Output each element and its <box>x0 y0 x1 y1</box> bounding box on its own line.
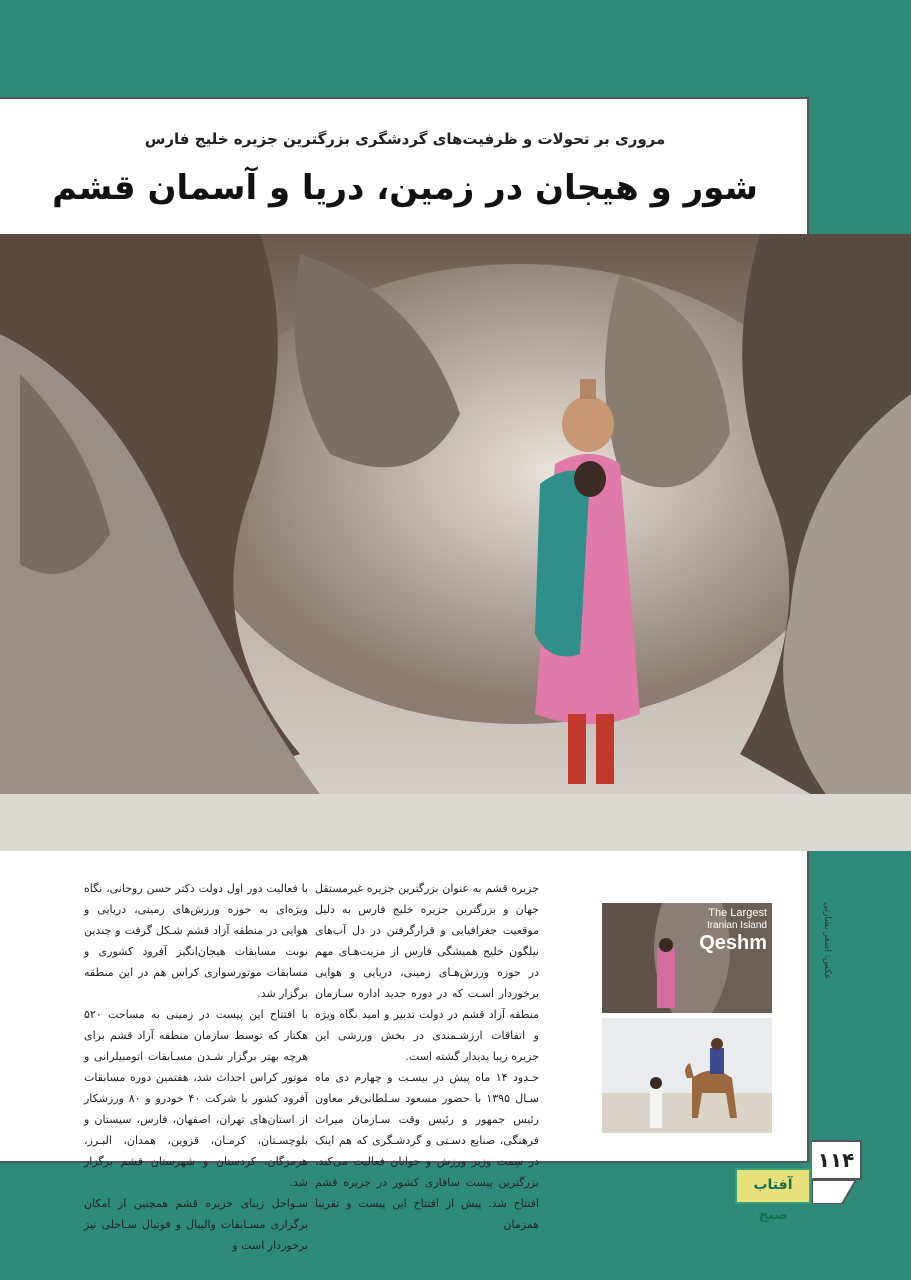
paragraph: حـدود ۱۴ ماه پیش در بیسـت و چهارم دی ماه سـال ۱۳۹۵ با حضور مسعود سـلطانی‌فر معاون رئیس جمهور و رئیس وقت سـازمان میراث فرهنگی، صنایع دسـتی و گردشـگری که هم اینک در سِمت وزیر ورزش و جوانان فعالیت می‌کند، بزرگترین پیست سافاری کشور در جزیره قشم افتتاح شد. پیش از افتتاح این پیست و تقریبا همزمان <box>315 1071 539 1231</box>
paragraph: سـواحل زیبای جزیره قشم همچنین از امکان برگزاری مسـابقات والیبال و فوتبال سـاحلی نیز برخوردار است و <box>84 1197 308 1252</box>
paragraph: با افتتاح این پیست در زمینی به مساحت ۵۲۰ هکتار که توسط سازمان منطقه آزاد قشم برای هرچه بهتر برگزار شـدن مسـابقات اتومبیلرانی و موتور کراس احداث شد، هفتمین دوره مسابقات آفرود کشور با شرکت ۴۰ خودرو و ۸۰ ورزشکار از استان‌های تهران، اصفهان، فارس، سیستان و بلوچسـتان، کرمـان، قزوین، همدان، البـرز، هرمزگان، کردستان و شهرستان قشم برگزار شد. <box>84 1008 308 1189</box>
article-column-right <box>315 878 539 1235</box>
page-number: ۱۱۴ <box>812 1140 862 1180</box>
article-title: شور و هیجان در زمین، دریا و آسمان قشم <box>52 168 758 208</box>
article-subtitle: مروری بر تحولات و ظرفیت‌های گردشگری بزرگترین جزیره خلیج فارس <box>144 130 666 148</box>
thumbnail-camel-beach <box>602 1018 772 1133</box>
page-corner-fold <box>812 1180 856 1204</box>
poster-line1: The Largest <box>708 907 767 919</box>
magazine-logo: آفتاب صبح <box>735 1168 811 1204</box>
hero-photo <box>0 234 911 851</box>
poster-line3: Qeshm <box>699 932 767 954</box>
poster-line2: Iranian Island <box>706 920 767 931</box>
thumbnail-qeshm-poster <box>602 903 772 1013</box>
article-column-left <box>84 878 308 1256</box>
paragraph: با فعالیت دور اول دولت دکتر حسن روحانی، نگاه ویژه‌ای به حوزه ورزش‌های زمینی، دریایی و هوایی در منطقه آزاد قشم شـکل گرفت و چندین نوبت مسابقات هیجان‌انگیز آفرود کشوری و مسابقات موتورسواری کراس هم در این منطقه برگزار شد. <box>84 882 308 1000</box>
photo-credit: عکس: اصغر بشارتی <box>822 902 832 980</box>
paragraph: جزیره قشم به عنوان بزرگترین جزیره غیرمستقل جهان و بزرگترین جزیره خلیج فارس به دلیل موقعیت جغرافیایی و قرارگرفتن در دل آب‌های نیلگون خلیج همیشگی فارس از مزیت‌هـای مهم در حوزه ورزش‌هـای زمینی، دریایی و هوایی برخوردار اسـت که در دوره جدید اداره سـازمان منطقه آزاد قشم در دولت تدبیر و امید نگاه ویژه و اتفاقات ارزشـمندی در بخش ورزشی این جزیره زیبا پدیدار گشته است. <box>315 882 539 1063</box>
